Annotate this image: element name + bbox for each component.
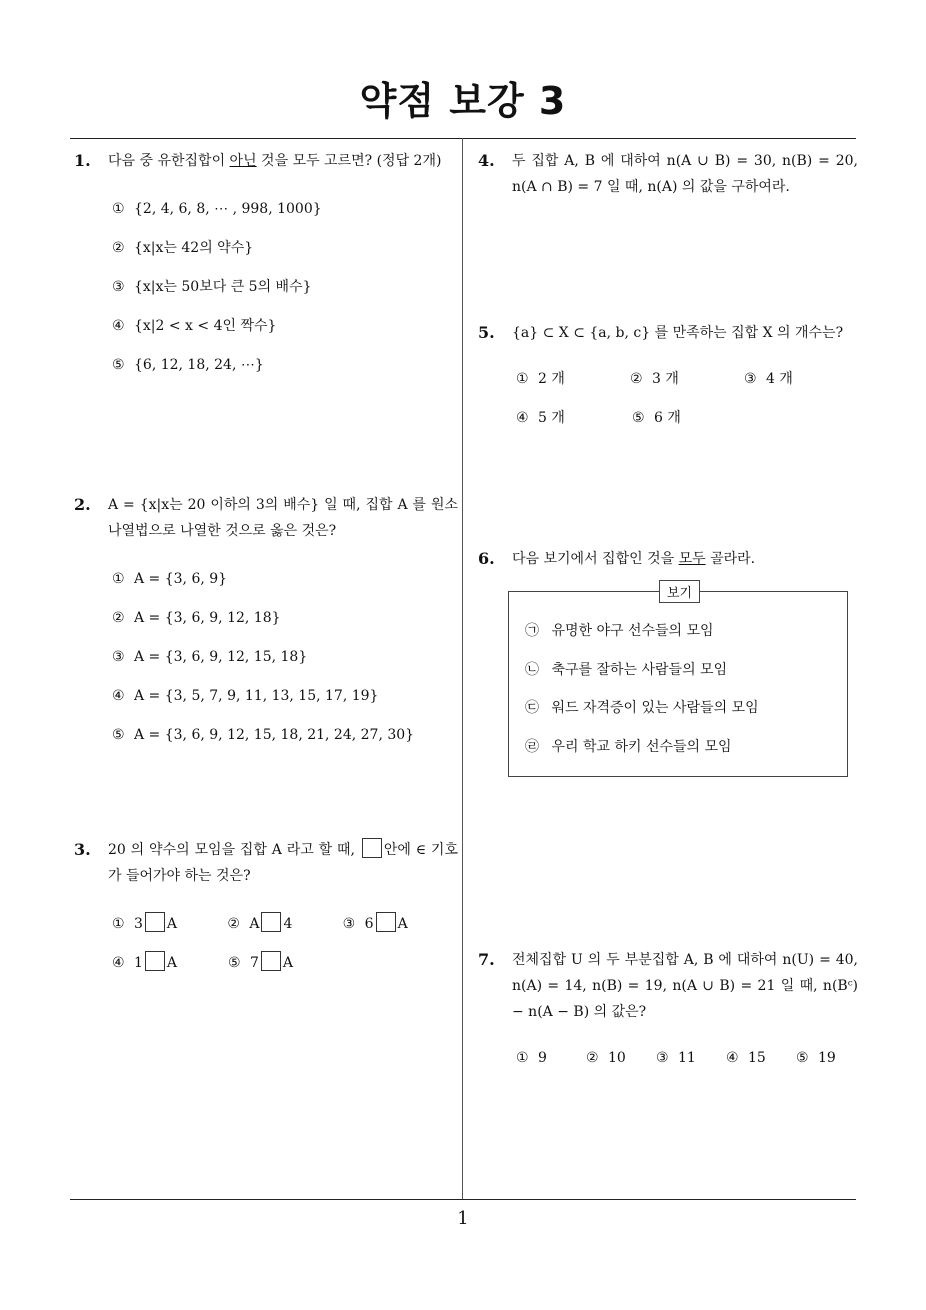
question-6 xyxy=(478,546,858,572)
question-number: 4. xyxy=(478,151,495,170)
question-1 xyxy=(74,148,458,391)
choice-list xyxy=(112,566,458,761)
question-4 xyxy=(478,148,858,200)
example-item: ㉠ 유명한 야구 선수들의 모임 xyxy=(525,623,714,639)
question-number: 5. xyxy=(478,323,495,342)
choice-5[interactable]: ⑤ 19 xyxy=(796,1050,836,1066)
question-7 xyxy=(478,947,858,1084)
blank-box xyxy=(261,951,281,971)
choice-4[interactable]: ④ 15 xyxy=(726,1050,766,1066)
question-number: 2. xyxy=(74,495,91,514)
example-item: ㉣ 우리 학교 하키 선수들의 모임 xyxy=(525,738,732,755)
choice-1[interactable]: ① A = {3, 6, 9} xyxy=(112,571,228,587)
choice-4[interactable]: ④ A = {3, 5, 7, 9, 11, 13, 15, 17, 19} xyxy=(112,688,379,704)
question-number: 3. xyxy=(74,840,91,859)
choice-list xyxy=(112,196,458,391)
example-item: ㉢ 워드 자격증이 있는 사람들의 모임 xyxy=(525,700,759,716)
blank-box xyxy=(261,912,281,932)
question-number: 7. xyxy=(478,950,495,969)
choice-1[interactable]: ① {2, 4, 6, 8, ⋯ , 998, 1000} xyxy=(112,201,322,217)
choice-1[interactable]: ① 9 xyxy=(516,1050,547,1066)
choice-3[interactable]: ③ 11 xyxy=(656,1050,696,1066)
blank-box xyxy=(376,912,396,932)
choice-4[interactable]: ④ 5 개 xyxy=(516,410,565,426)
blank-box xyxy=(145,912,165,932)
choice-2[interactable]: ② A 4 xyxy=(227,911,342,950)
choice-5[interactable]: ⑤ 7 A xyxy=(228,950,344,989)
example-item: ㉡ 축구를 잘하는 사람들의 모임 xyxy=(525,661,728,678)
bottom-rule xyxy=(70,1199,856,1200)
answer-blank-box xyxy=(362,838,382,858)
choice-2[interactable]: ② 10 xyxy=(586,1050,626,1066)
column-divider xyxy=(462,138,463,1200)
question-text: 전체집합 U 의 두 부분집합 A, B 에 대하여 n(U) = 40, n(A) = 14, n(B) = 19, n(A ∪ B) = 21 일 때, n(Bᶜ) − n(A − B) 의 값은? xyxy=(512,952,858,1020)
question-number: 6. xyxy=(478,549,495,568)
question-number: 1. xyxy=(74,151,91,170)
question-text: 다음 보기에서 집합인 것을 모두 골라라. xyxy=(512,551,756,567)
question-3 xyxy=(74,837,458,989)
choice-1[interactable]: ① 2 개 xyxy=(516,371,565,387)
choice-5[interactable]: ⑤ A = {3, 6, 9, 12, 15, 18, 21, 24, 27, 30} xyxy=(112,727,415,743)
choice-list xyxy=(516,366,858,444)
page-number: 1 xyxy=(457,1208,469,1229)
question-5 xyxy=(478,320,858,444)
choice-list xyxy=(516,1045,858,1084)
choice-2[interactable]: ② A = {3, 6, 9, 12, 18} xyxy=(112,610,281,626)
choice-2[interactable]: ② {x|x는 42의 약수} xyxy=(112,240,254,256)
choice-list xyxy=(112,911,458,989)
example-box xyxy=(508,586,848,777)
choice-5[interactable]: ⑤ 6 개 xyxy=(632,410,681,426)
question-text: 20 의 약수의 모임을 집합 A 라고 할 때, 안에 ∈ 기호가 들어가야 하는 것은? xyxy=(108,837,458,889)
example-box-label: 보기 xyxy=(659,580,700,603)
choice-3[interactable]: ③ {x|x는 50보다 큰 5의 배수} xyxy=(112,279,312,295)
choice-5[interactable]: ⑤ {6, 12, 18, 24, ⋯} xyxy=(112,357,264,373)
example-list xyxy=(525,618,759,772)
question-text: {a} ⊂ X ⊂ {a, b, c} 를 만족하는 집합 X 의 개수는? xyxy=(512,325,844,341)
question-text: 다음 중 유한집합이 아닌 것을 모두 고르면? (정답 2개) xyxy=(108,153,442,169)
choice-2[interactable]: ② 3 개 xyxy=(630,371,679,387)
choice-4[interactable]: ④ 1 A xyxy=(112,950,228,989)
question-2 xyxy=(74,492,458,761)
choice-3[interactable]: ③ 6 A xyxy=(343,911,458,950)
page-title: 약점 보강 3 xyxy=(359,79,567,123)
choice-1[interactable]: ① 3 A xyxy=(112,911,227,950)
choice-3[interactable]: ③ A = {3, 6, 9, 12, 15, 18} xyxy=(112,649,308,665)
blank-box xyxy=(145,951,165,971)
question-text: 두 집합 A, B 에 대하여 n(A ∪ B) = 30, n(B) = 20, n(A ∩ B) = 7 일 때, n(A) 의 값을 구하여라. xyxy=(512,153,858,195)
choice-3[interactable]: ③ 4 개 xyxy=(744,371,793,387)
question-text: A = {x|x는 20 이하의 3의 배수} 일 때, 집합 A 를 원소나열법으로 나열한 것으로 옳은 것은? xyxy=(108,497,458,539)
top-rule xyxy=(70,138,856,139)
choice-4[interactable]: ④ {x|2 < x < 4인 짝수} xyxy=(112,318,277,334)
